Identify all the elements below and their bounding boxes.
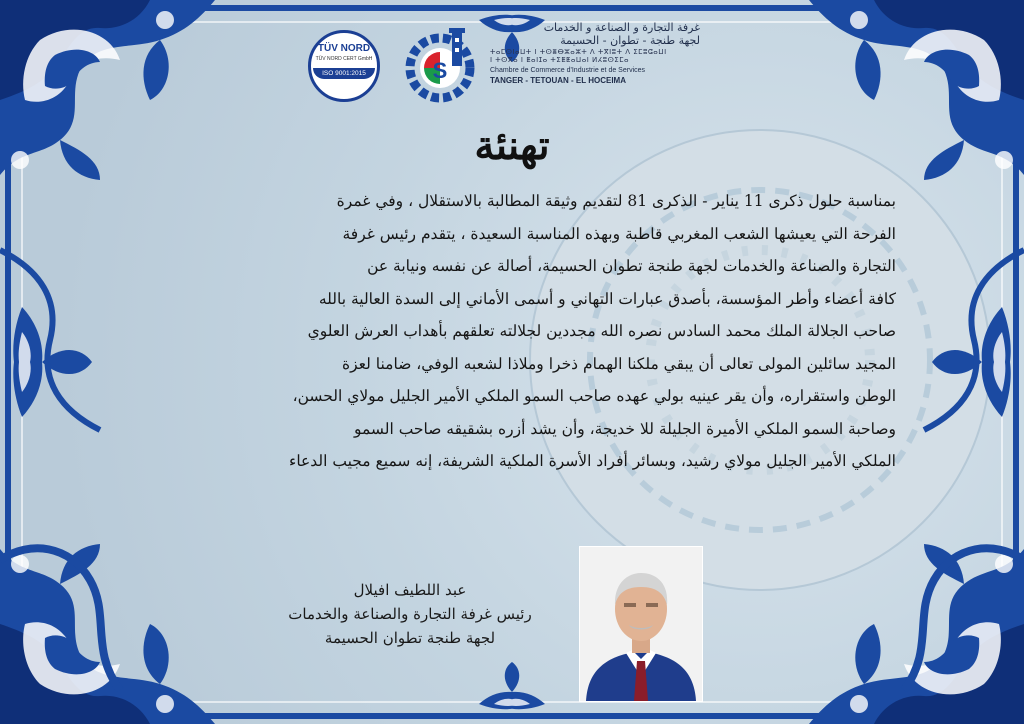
- header: [300, 22, 700, 122]
- chamber-name-arabic: غرفة التجارة و الصناعة و الخدمات: [543, 21, 700, 34]
- signatory-region: لجهة طنجة تطوان الحسيمة: [324, 629, 496, 647]
- message-line: بمناسبة حلول ذكرى 11 يناير - الذكرى 81 لتقديم وثيقة المطالبة بالاستقلال ، وفي غمرة: [336, 192, 896, 210]
- message-line: الوطن واستقراره، وأن يقر عينيه بولي عهده صاحب السمو الملكي الأمير الجليل مولاي الحسن،: [292, 387, 896, 405]
- president-portrait: [579, 546, 703, 702]
- iso-standard: ISO 9001:2015: [313, 68, 375, 79]
- message-line: المجيد سائلين المولى تعالى أن يبقي ملكنا الهمام ذخرا وملاذا لشعبه الوفي، ضامنا لعزة: [341, 354, 896, 373]
- portrait-image: [580, 547, 702, 701]
- chamber-logo-icon: [402, 26, 478, 106]
- iso-certification-seal: [308, 30, 380, 102]
- signature-block: [260, 578, 560, 650]
- signatory-name: عبد اللطيف افيلال: [353, 581, 467, 599]
- message-line: كافة أعضاء وأطر المؤسسة، بأصدق عبارات التهاني و أسمى الأماني إلى السدة العالية بالله: [318, 289, 896, 308]
- message-line: التجارة والصناعة والخدمات لجهة طنجة تطوان الحسيمة، أصالة عن نفسه ونيابة عن: [367, 257, 896, 275]
- message-body: [132, 185, 896, 478]
- signatory-role: رئيس غرفة التجارة والصناعة والخدمات: [288, 605, 532, 623]
- chamber-name-french: Chambre de Commerce d'Industrie et de Services: [490, 67, 646, 75]
- message-line: وصاحبة السمو الملكي الأميرة الجليلة للا خديجة، وأن يشد أزره بشقيقه صاحب السمو: [353, 419, 896, 438]
- message-line: صاحب الجلالة الملك محمد السادس نصره الله مجددين لجلالته تعلقهم بأهداب العرش العلوي: [307, 322, 896, 340]
- chamber-region-tifinagh: ⵏ ⵜⵙⴳⴰ ⵏ ⵟⴰⵏⵊⴰ ⵜⵉⵟⵟⴰⵡⴰⵏ ⵍⵃⵓⵙⵉⵎⴰ: [490, 56, 630, 65]
- svg-text:S: S: [432, 58, 448, 83]
- chamber-cities: TANGER - TETOUAN - EL HOCEIMA: [490, 75, 626, 85]
- card-title: تهنئة: [474, 122, 550, 169]
- chamber-region-arabic: لجهة طنجة - تطوان - الحسيمة: [560, 33, 700, 47]
- tuv-brand: TÜV NORD: [317, 43, 371, 54]
- message-line: الملكي الأمير الجليل مولاي رشيد، وبسائر أفراد الأسرة الملكية الشريفة، إنه سميع مجيب الدعاء: [289, 452, 896, 470]
- chamber-name-block: [490, 22, 700, 85]
- tuv-subline: TÜV NORD CERT GmbH: [315, 56, 373, 62]
- chamber-name-tifinagh: ⵜⴰⵎⵙⵏⴰⵡⵜ ⵏ ⵜⵙⴻⴱⵣⴰⵣⵜ ⴷ ⵜⴳⵏⵓⵜ ⴷ ⵉⵎⵓⵛⴰⵡⵏ: [490, 47, 667, 56]
- message-line: الفرحة التي يعيشها الشعب المغربي قاطبة وبهذه المناسبة السعيدة ، يتقدم رئيس غرفة: [342, 224, 896, 243]
